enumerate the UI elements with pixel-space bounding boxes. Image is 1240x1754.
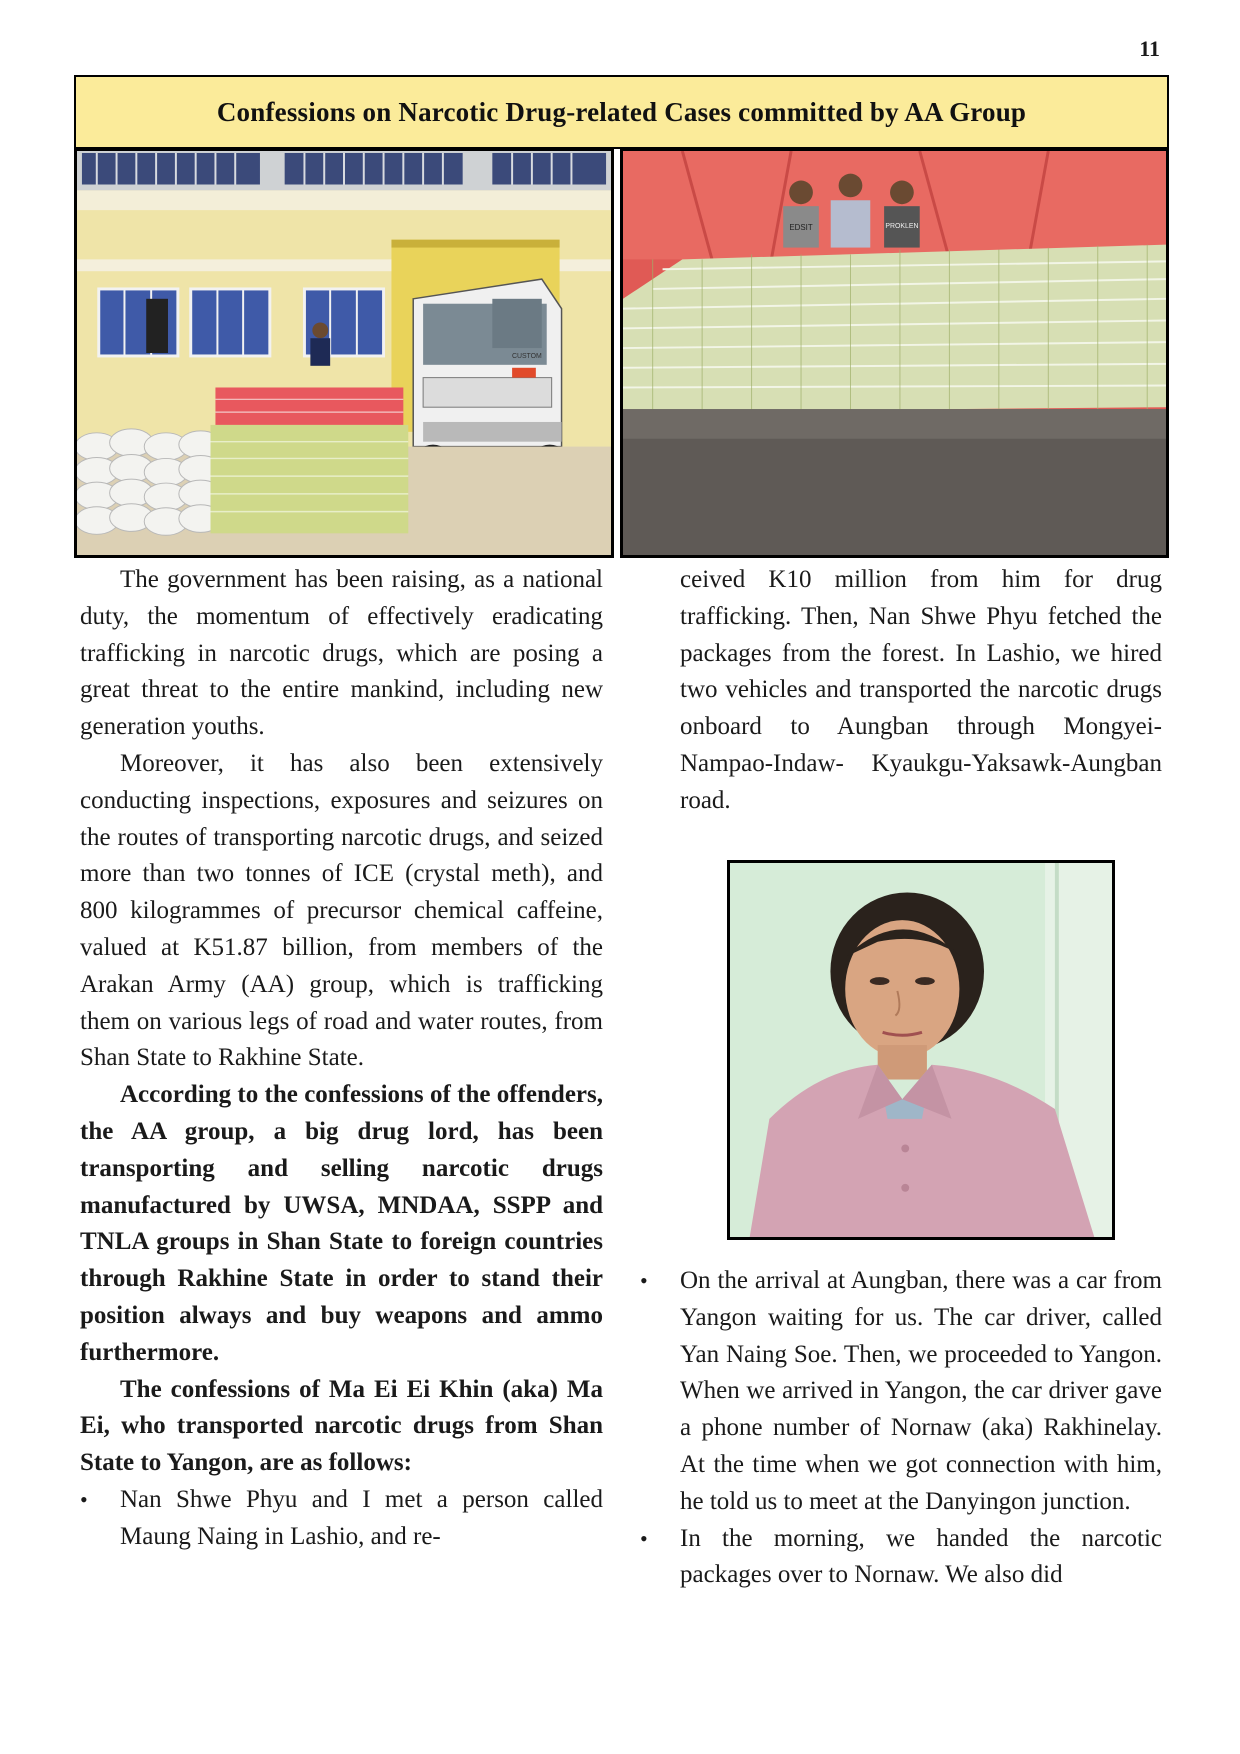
confession-list-left — [80, 1482, 603, 1556]
confession-item-2: • On the arrival at Aungban, there was a car from Yangon waiting for us. The car driver, called Yan Naing Soe. Then, we proceeded to Yangon. When we arrived in Yangon, the car driver gave a phone number of Nornaw (aka) Rakhinelay. At the time when we got connection with him, he told us to meet at the Danyingon junction. — [640, 1263, 1162, 1521]
confession-item-1-continued: ceived K10 million from him for drug trafficking. Then, Nan Shwe Phyu fetched the packages from the forest. In Lashio, we hired two vehicles and transported the narcotic drugs onboard to Aungban through Mongyei-Nampao-Indaw- Kyaukgu-Yaksawk-Aungban road. — [680, 566, 1162, 814]
packages-scene-image — [623, 151, 1166, 555]
title-banner — [74, 75, 1169, 149]
page-title: Confessions on Narcotic Drug-related Cases committed by AA Group — [216, 96, 1027, 127]
confession-item-3: • In the morning, we handed the narcotic packages over to Nornaw. We also did — [640, 1521, 1162, 1595]
article-left-column — [80, 562, 603, 1556]
confession-item-1: • Nan Shwe Phyu and I met a person called Maung Naing in Lashio, and re- — [80, 1482, 603, 1556]
article-right-column-top — [680, 562, 1162, 820]
confessions-summary-paragraph: According to the confessions of the offenders, the AA group, a big drug lord, has been transporting and selling narcotic drugs manufactured by UWSA, MNDAA, SSPP and TNLA groups in Shan State to foreign countries through Rakhine State in order to stand their position always and buy weapons and ammo furthermore. — [80, 1081, 603, 1366]
shirt-text-1: EDSIT — [789, 222, 813, 232]
article-right-column-bottom — [640, 1263, 1162, 1594]
confession-list-right — [640, 1263, 1162, 1594]
intro-paragraph: The government has been raising, as a national duty, the momentum of effectively eradicating trafficking in narcotic drugs, which are posing a great threat to the entire mankind, including new generation youths. — [80, 566, 603, 741]
truck-brand-text: CUSTOM — [511, 352, 542, 360]
seizure-paragraph: Moreover, it has also been extensively conducting inspections, exposures and seizures on the routes of transporting narcotic drugs, and seized more than two tonnes of ICE (crystal meth), and 800 kilogrammes of precursor chemical caffeine, valued at K51.87 billion, from members of the Arakan Army (AA) group, which is trafficking them on various legs of road and water routes, from Shan State to Rakhine State. — [80, 749, 603, 1072]
photo-ma-ei-ei-khin — [727, 860, 1115, 1240]
truck-scene-image — [77, 151, 611, 555]
woman-portrait-image — [730, 863, 1112, 1237]
confessions-intro-paragraph: The confessions of Ma Ei Ei Khin (aka) Ma Ei, who transported narcotic drugs from Shan State to Yangon, are as follows: — [80, 1375, 603, 1477]
photo-three-men-packages — [620, 148, 1169, 558]
shirt-text-3: PROKLEN — [885, 222, 919, 230]
photo-seized-drugs-truck — [74, 148, 614, 558]
page-number: 11 — [1139, 36, 1160, 61]
